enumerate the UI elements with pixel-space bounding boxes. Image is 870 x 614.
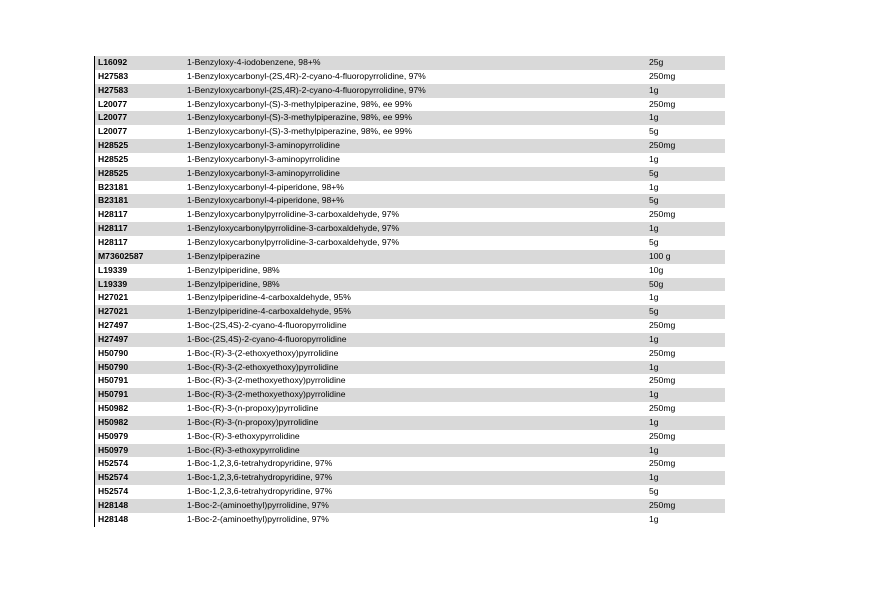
product-name-cell: 1-Boc-(R)-3-(n-propoxy)pyrrolidine <box>187 416 319 427</box>
quantity-cell: 250mg <box>649 430 676 441</box>
product-name-cell: 1-Boc-2-(aminoethyl)pyrrolidine, 97% <box>187 513 329 524</box>
product-name-cell: 1-Benzyloxycarbonyl-(S)-3-methylpiperazine, 98%, ee 99% <box>187 98 412 109</box>
quantity-cell: 5g <box>649 486 659 497</box>
product-code-cell: H50790 <box>98 347 129 358</box>
quantity-cell: 5g <box>649 126 659 137</box>
quantity-cell: 1g <box>649 361 659 372</box>
table-row <box>95 181 725 195</box>
table-row <box>95 319 725 333</box>
product-code-cell: H50791 <box>98 389 129 400</box>
quantity-cell: 1g <box>649 472 659 483</box>
product-name-cell: 1-Benzylpiperidine, 98% <box>187 264 280 275</box>
quantity-cell: 10g <box>649 264 664 275</box>
product-name-cell: 1-Boc-1,2,3,6-tetrahydropyridine, 97% <box>187 486 333 497</box>
table-row <box>95 416 725 430</box>
quantity-cell: 5g <box>649 306 659 317</box>
table-row <box>95 222 725 236</box>
quantity-cell: 1g <box>649 153 659 164</box>
table-row <box>95 153 725 167</box>
product-name-cell: 1-Benzyloxycarbonylpyrrolidine-3-carboxaldehyde, 97% <box>187 236 400 247</box>
quantity-cell: 250mg <box>649 70 676 81</box>
product-code-cell: H50982 <box>98 416 129 427</box>
quantity-cell: 250mg <box>649 458 676 469</box>
product-name-cell: 1-Benzyloxycarbonyl-(S)-3-methylpiperazine, 98%, ee 99% <box>187 112 412 123</box>
product-code-cell: H27497 <box>98 333 129 344</box>
quantity-cell: 5g <box>649 167 659 178</box>
table-row <box>95 139 725 153</box>
table-row <box>95 98 725 112</box>
product-name-cell: 1-Benzyloxycarbonyl-3-aminopyrrolidine <box>187 167 340 178</box>
table-row <box>95 347 725 361</box>
product-name-cell: 1-Boc-1,2,3,6-tetrahydropyridine, 97% <box>187 458 333 469</box>
product-code-cell: H28117 <box>98 236 128 247</box>
table-row <box>95 56 725 70</box>
quantity-cell: 1g <box>649 389 659 400</box>
product-name-cell: 1-Benzylpiperidine, 98% <box>187 278 280 289</box>
product-code-cell: H50979 <box>98 430 129 441</box>
quantity-cell: 250mg <box>649 140 676 151</box>
quantity-cell: 1g <box>649 444 659 455</box>
product-name-cell: 1-Benzyloxycarbonyl-4-piperidone, 98+% <box>187 195 344 206</box>
product-code-cell: H27021 <box>98 306 129 317</box>
table-row <box>95 236 725 250</box>
quantity-cell: 5g <box>649 195 659 206</box>
quantity-cell: 1g <box>649 112 659 123</box>
quantity-cell: 5g <box>649 236 659 247</box>
product-code-cell: L19339 <box>98 264 128 275</box>
table-row <box>95 361 725 375</box>
table-row <box>95 250 725 264</box>
product-name-cell: 1-Boc-(2S,4S)-2-cyano-4-fluoropyrrolidine <box>187 333 347 344</box>
product-name-cell: 1-Benzyloxycarbonylpyrrolidine-3-carboxaldehyde, 97% <box>187 209 400 220</box>
product-code-cell: H50982 <box>98 403 129 414</box>
table-row <box>95 430 725 444</box>
product-code-cell: L20077 <box>98 98 128 109</box>
table-row <box>95 333 725 347</box>
product-name-cell: 1-Boc-(R)-3-(2-ethoxyethoxy)pyrrolidine <box>187 361 339 372</box>
quantity-cell: 250mg <box>649 320 676 331</box>
table-row <box>95 278 725 292</box>
product-code-cell: H28117 <box>98 209 128 220</box>
table-row <box>95 513 725 527</box>
quantity-cell: 1g <box>649 333 659 344</box>
product-code-cell: H50791 <box>98 375 129 386</box>
quantity-cell: 1g <box>649 223 659 234</box>
product-table <box>94 56 725 527</box>
product-name-cell: 1-Boc-(R)-3-(n-propoxy)pyrrolidine <box>187 403 319 414</box>
product-name-cell: 1-Benzylpiperidine-4-carboxaldehyde, 95% <box>187 306 351 317</box>
product-code-cell: H50979 <box>98 444 129 455</box>
product-code-cell: H28525 <box>98 167 129 178</box>
product-name-cell: 1-Boc-(R)-3-ethoxypyrrolidine <box>187 430 300 441</box>
product-code-cell: H28148 <box>98 500 129 510</box>
table-row <box>95 167 725 181</box>
product-name-cell: 1-Boc-(R)-3-(2-methoxyethoxy)pyrrolidine <box>187 375 346 386</box>
product-name-cell: 1-Boc-2-(aminoethyl)pyrrolidine, 97% <box>187 500 329 510</box>
quantity-cell: 250mg <box>649 375 676 386</box>
quantity-cell: 250mg <box>649 209 676 220</box>
table-row <box>95 111 725 125</box>
table-row <box>95 471 725 485</box>
quantity-cell: 250mg <box>649 98 676 109</box>
quantity-cell: 50g <box>649 278 664 289</box>
product-name-cell: 1-Benzyloxycarbonyl-3-aminopyrrolidine <box>187 140 340 151</box>
product-name-cell: 1-Boc-(R)-3-(2-methoxyethoxy)pyrrolidine <box>187 389 346 400</box>
product-code-cell: L20077 <box>98 112 128 123</box>
quantity-cell: 1g <box>649 181 659 192</box>
product-name-cell: 1-Boc-(R)-3-ethoxypyrrolidine <box>187 444 300 455</box>
table-row <box>95 291 725 305</box>
quantity-cell: 250mg <box>649 500 676 510</box>
product-name-cell: 1-Benzyloxycarbonyl-3-aminopyrrolidine <box>187 153 340 164</box>
table-row <box>95 499 725 513</box>
product-code-cell: H27583 <box>98 84 129 95</box>
product-name-cell: 1-Boc-(R)-3-(2-ethoxyethoxy)pyrrolidine <box>187 347 339 358</box>
product-name-cell: 1-Benzyloxycarbonyl-4-piperidone, 98+% <box>187 181 344 192</box>
product-code-cell: L19339 <box>98 278 128 289</box>
product-code-cell: L16092 <box>98 57 128 67</box>
quantity-cell: 100 g <box>649 250 671 261</box>
product-code-cell: M73602587 <box>98 250 144 261</box>
product-name-cell: 1-Benzyloxycarbonyl-(2S,4R)-2-cyano-4-fluoropyrrolidine, 97% <box>187 70 426 81</box>
table-row <box>95 264 725 278</box>
product-code-cell: B23181 <box>98 181 129 192</box>
product-code-cell: H28525 <box>98 140 129 151</box>
table-row <box>95 374 725 388</box>
table-row <box>95 444 725 458</box>
product-name-cell: 1-Benzyloxycarbonylpyrrolidine-3-carboxaldehyde, 97% <box>187 223 400 234</box>
quantity-cell: 1g <box>649 513 659 524</box>
product-name-cell: 1-Boc-1,2,3,6-tetrahydropyridine, 97% <box>187 472 333 483</box>
quantity-cell: 250mg <box>649 347 676 358</box>
table-row <box>95 84 725 98</box>
product-code-cell: H28525 <box>98 153 129 164</box>
product-code-cell: H52574 <box>98 458 129 469</box>
product-code-cell: H50790 <box>98 361 129 372</box>
product-code-cell: H28148 <box>98 513 129 524</box>
table-row <box>95 125 725 139</box>
quantity-cell: 250mg <box>649 403 676 414</box>
table-row <box>95 194 725 208</box>
product-name-cell: 1-Benzylpiperidine-4-carboxaldehyde, 95% <box>187 292 351 303</box>
quantity-cell: 1g <box>649 292 659 303</box>
product-code-cell: H27497 <box>98 320 129 331</box>
product-name-cell: 1-Boc-(2S,4S)-2-cyano-4-fluoropyrrolidine <box>187 320 347 331</box>
product-code-cell: B23181 <box>98 195 129 206</box>
product-code-cell: H28117 <box>98 223 128 234</box>
product-name-cell: 1-Benzyloxy-4-iodobenzene, 98+% <box>187 57 321 67</box>
quantity-cell: 25g <box>649 57 664 67</box>
product-name-cell: 1-Benzyloxycarbonyl-(2S,4R)-2-cyano-4-fluoropyrrolidine, 97% <box>187 84 426 95</box>
product-code-cell: H52574 <box>98 472 129 483</box>
quantity-cell: 1g <box>649 84 659 95</box>
table-row <box>95 208 725 222</box>
product-code-cell: H27583 <box>98 70 129 81</box>
table-row <box>95 305 725 319</box>
quantity-cell: 1g <box>649 416 659 427</box>
product-name-cell: 1-Benzylpiperazine <box>187 250 261 261</box>
table-row <box>95 457 725 471</box>
product-code-cell: H52574 <box>98 486 129 497</box>
table-row <box>95 402 725 416</box>
table-row <box>95 485 725 499</box>
product-code-cell: L20077 <box>98 126 128 137</box>
table-row <box>95 70 725 84</box>
product-name-cell: 1-Benzyloxycarbonyl-(S)-3-methylpiperazine, 98%, ee 99% <box>187 126 412 137</box>
table-row <box>95 388 725 402</box>
product-code-cell: H27021 <box>98 292 129 303</box>
